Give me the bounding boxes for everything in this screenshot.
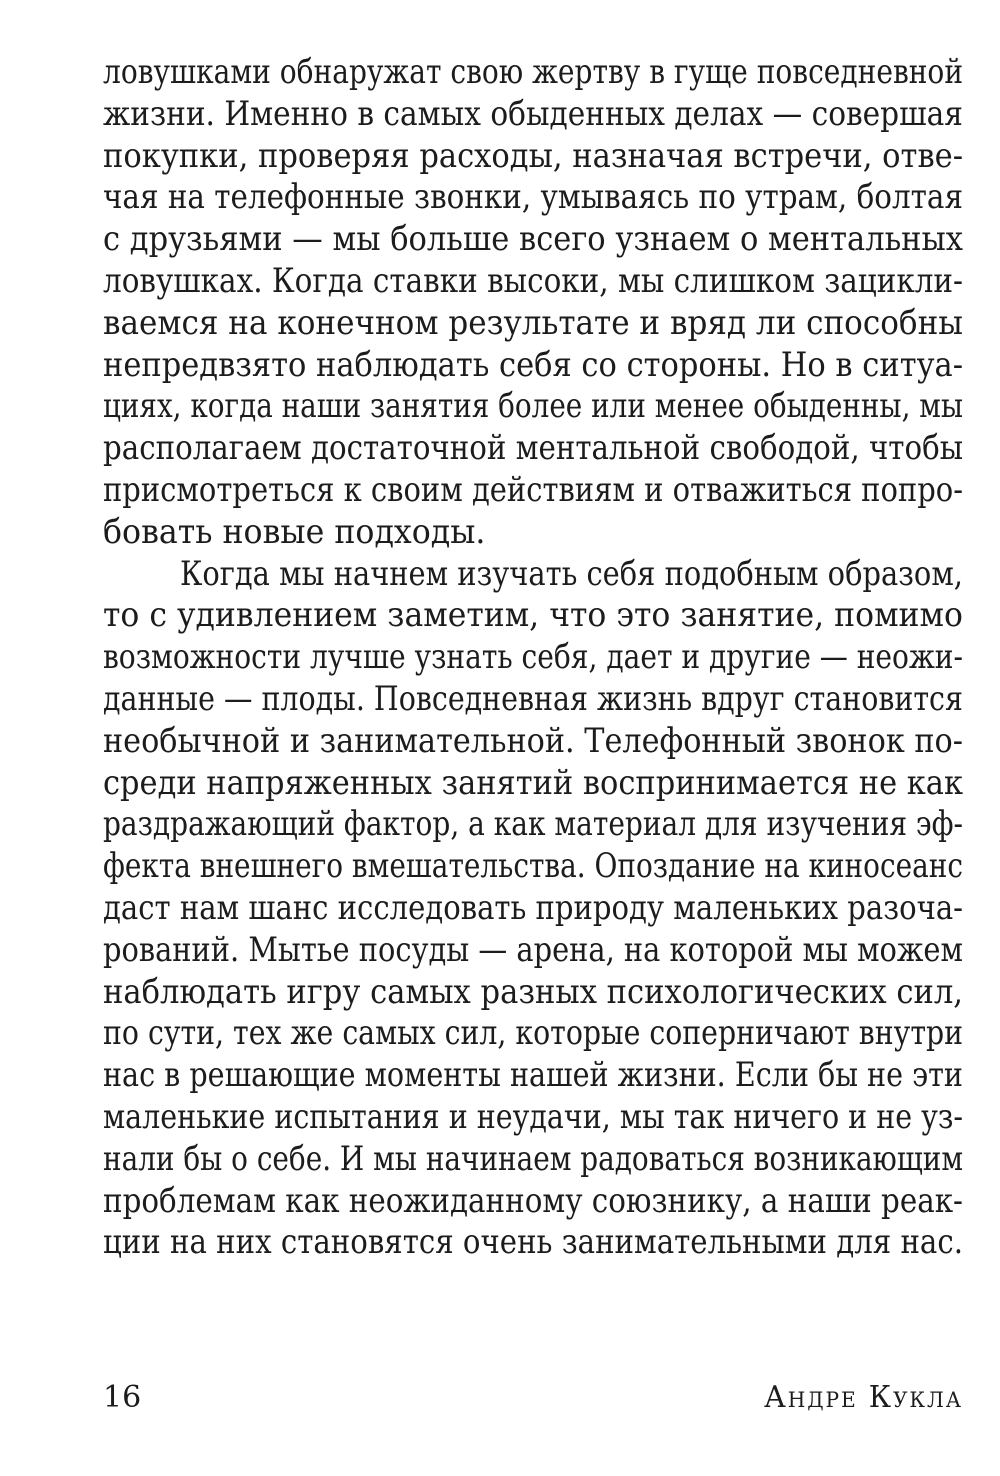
text-line: проблемам как неожиданному союзнику, а наши реак- [103,1180,963,1221]
text-line: нас в решающие моменты нашей жизни. Если бы не эти [103,1055,963,1096]
text-line: раздражающий фактор, а как материал для изучения эф- [103,804,964,845]
text-line: наблюдать игру самых разных психологических сил, [103,971,963,1012]
page-number: 16 [103,1380,142,1415]
text-line: по сути, тех же самых сил, которые соперничают внутри [103,1013,964,1054]
text-line: непредвзято наблюдать себя со стороны. Но в ситуа- [103,344,964,385]
text-line: маленькие испытания и неудачи, мы так ничего и не уз- [103,1097,964,1137]
text-line: чая на телефонные звонки, умываясь по утрам, болтая [103,177,964,218]
text-line: даст нам шанс исследовать природу маленьких разоча- [103,888,963,928]
text-line: располагаем достаточной ментальной свободой, чтобы [103,428,964,469]
text-line: то с удивлением заметим, что это занятие, помимо [103,595,963,636]
text-line: данные — плоды. Повседневная жизнь вдруг становится [103,679,963,719]
text-line: циях, когда наши занятия более или менее обыденны, мы [103,386,964,427]
text-line: ваемся на конечном результате и вряд ли способны [103,302,964,343]
text-line: нали бы о себе. И мы начинаем радоваться возникающим [103,1138,964,1179]
text-line: рований. Мытье посуды — арена, на которой мы можем [103,929,963,970]
text-line: ловушками обнаружат свою жертву в гуще повседневной [103,52,964,92]
running-head-author: Андре Кукла [764,1380,963,1415]
text-line: возможности лучше узнать себя, дает и другие — неожи- [103,637,963,678]
text-line: жизни. Именно в самых обыденных делах — совершая [103,93,963,134]
text-line: бовать новые подходы. [103,511,486,552]
text-line: среди напряженных занятий воспринимается не как [103,762,963,803]
text-line: ловушках. Когда ставки высоки, мы слишком зацикли- [103,261,963,301]
text-line: Когда мы начнем изучать себя подобным образом, [180,553,963,594]
text-line: необычной и занимательной. Телефонный звонок по- [103,720,963,761]
text-line: присмотреться к своим действиям и отважиться попро- [103,470,964,510]
text-line: покупки, проверяя расходы, назначая встречи, отве- [103,135,964,176]
text-line: ции на них становятся очень занимательными для нас. [103,1222,963,1263]
text-line: с друзьями — мы больше всего узнаем о ментальных [103,219,963,260]
text-line: фекта внешнего вмешательства. Опоздание на киносеанс [103,846,963,887]
